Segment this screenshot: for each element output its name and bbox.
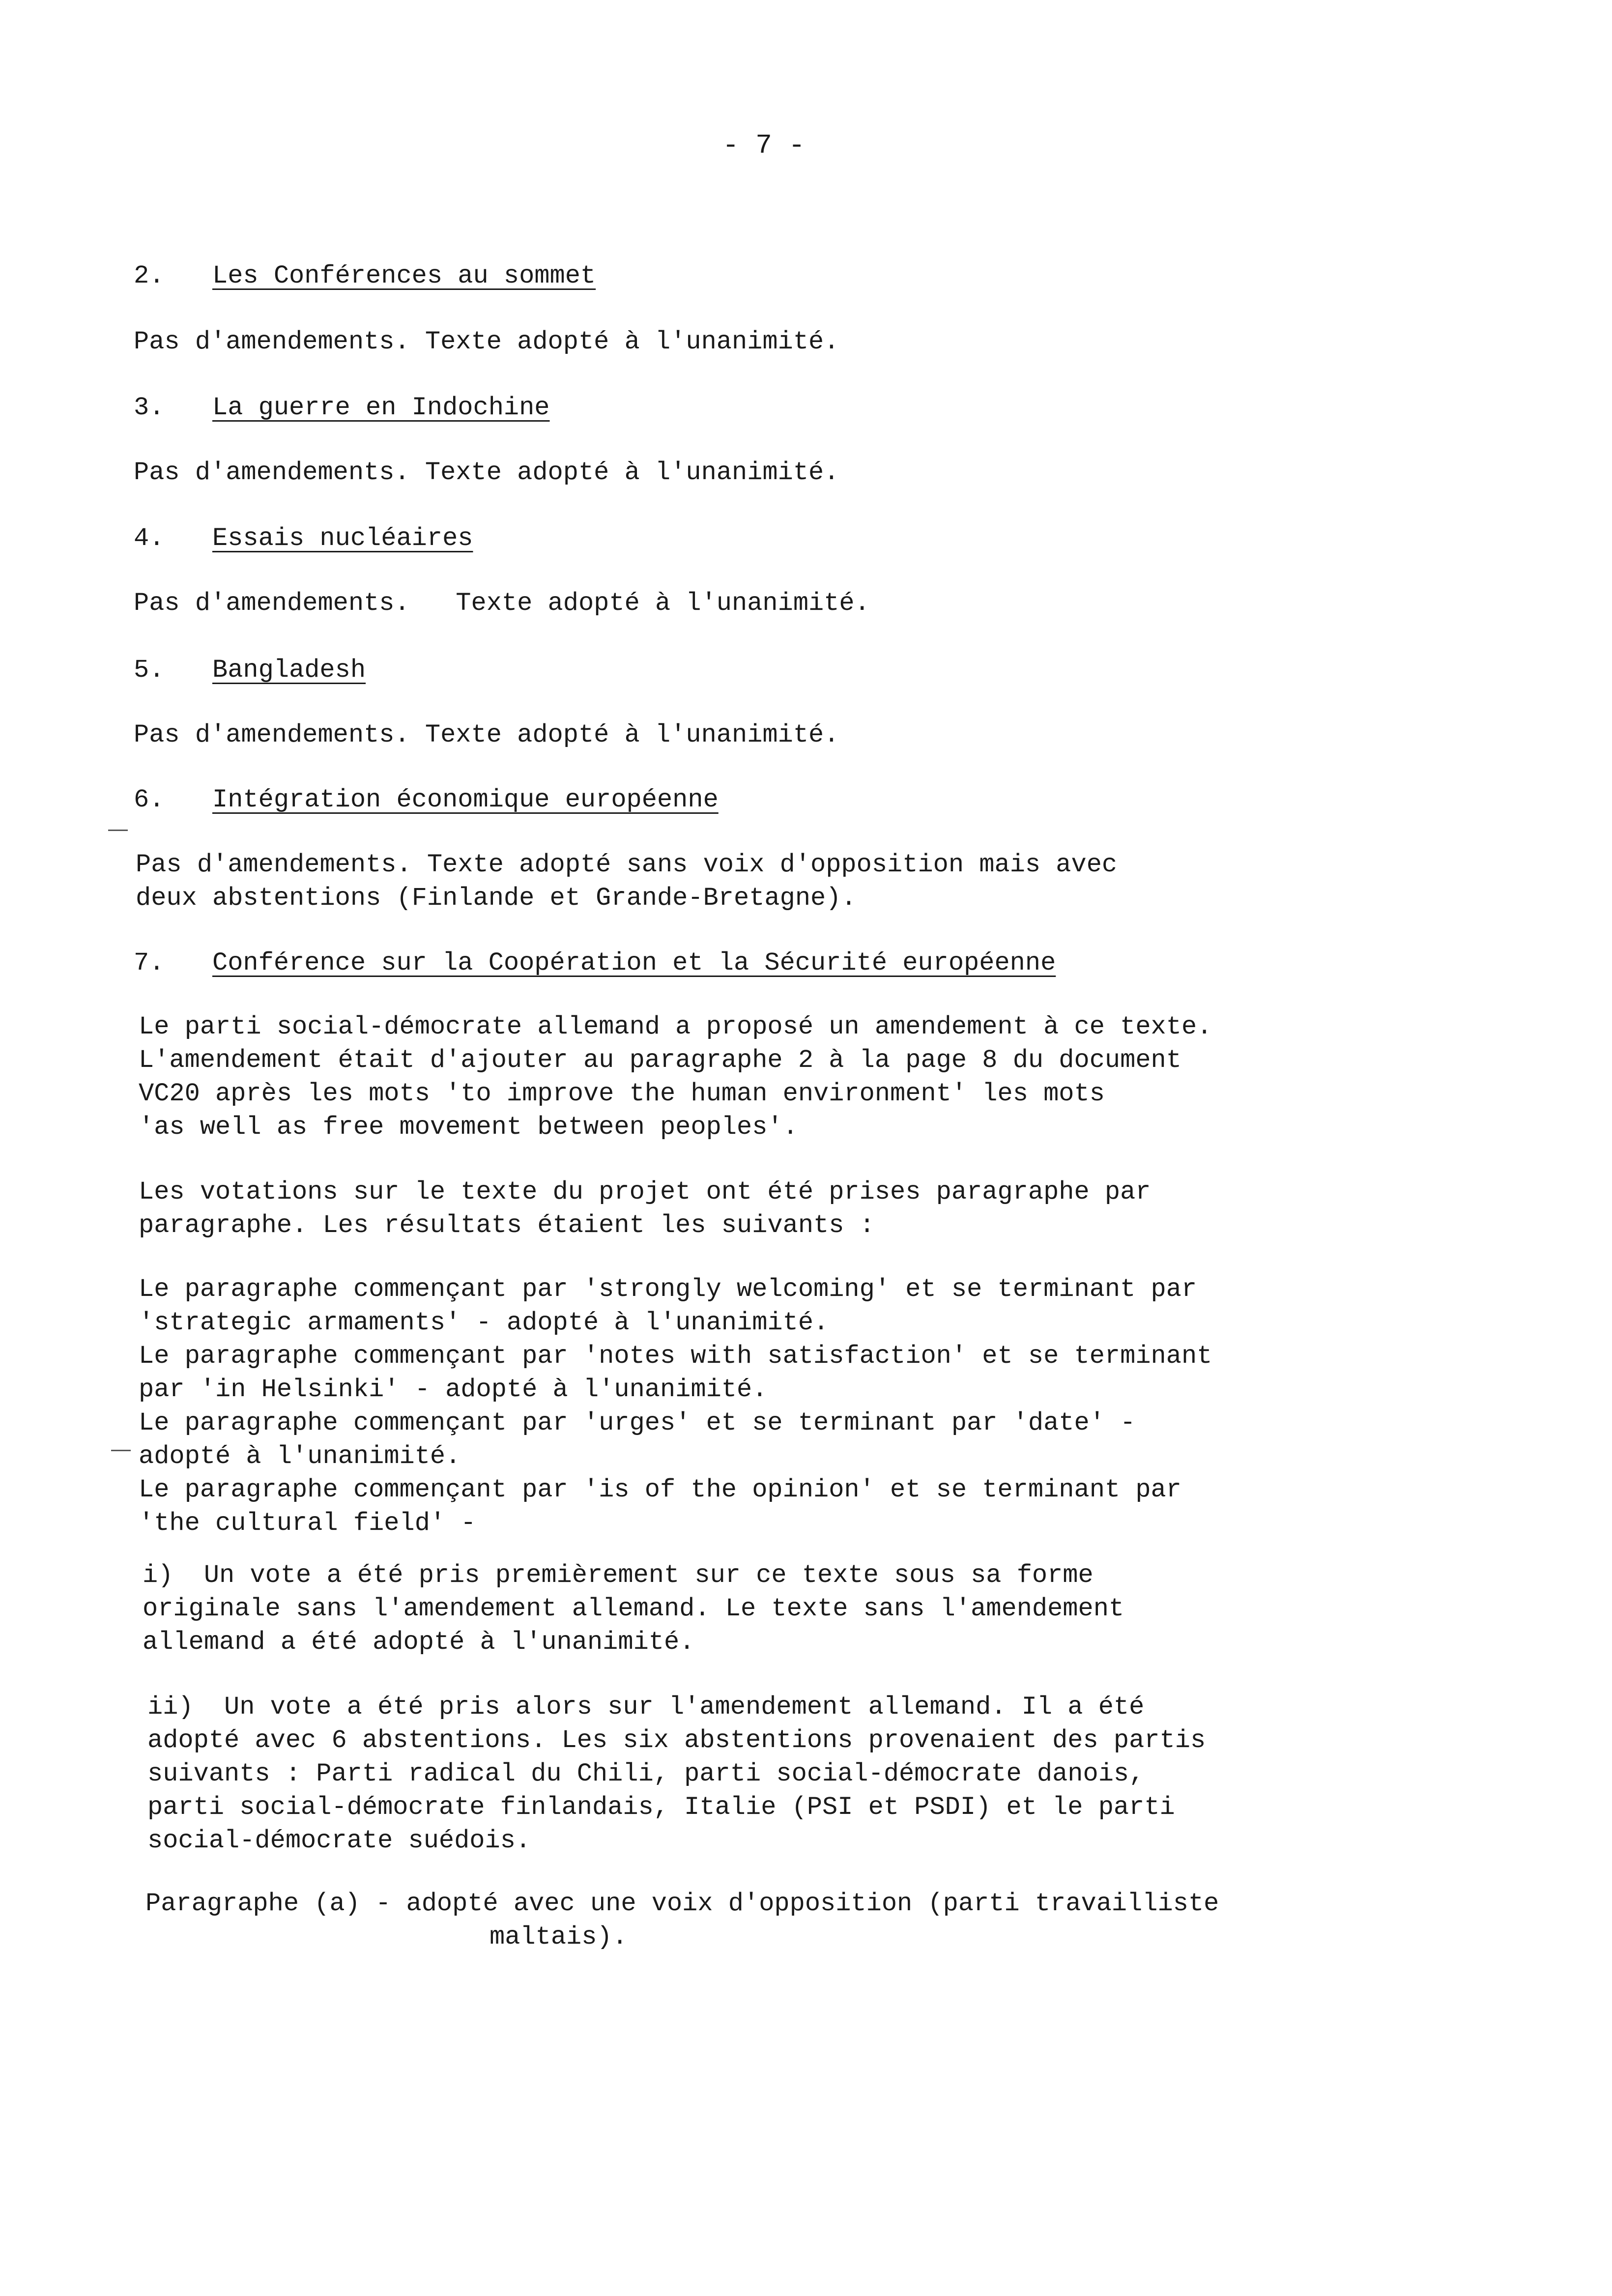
text-line: allemand a été adopté à l'unanimité. [143,1628,695,1657]
margin-mark [111,1450,131,1451]
section-text-3: Pas d'amendements. Texte adopté à l'unanimité. [134,458,839,487]
section-number: 4. [134,524,165,553]
text-line: originale sans l'amendement allemand. Le texte sans l'amendement [143,1594,1124,1623]
text-line: Le paragraphe commençant par 'urges' et se terminant par 'date' - [139,1408,1136,1437]
section-title: Conférence sur la Coopération et la Sécurité européenne [212,948,1056,977]
section-number: 2. [134,261,165,290]
text-line: 'the cultural field' - [139,1509,476,1538]
section-text-6 [136,848,1561,915]
text-line: paragraphe. Les résultats étaient les suivants : [139,1211,875,1240]
text-line: Le paragraphe commençant par 'is of the opinion' et se terminant par [139,1475,1181,1504]
text-line: Les votations sur le texte du projet ont été prises paragraphe par [139,1177,1151,1206]
text-line: adopté avec 6 abstentions. Les six abstentions provenaient des partis [147,1726,1206,1755]
text-line: 'as well as free movement between peoples'. [139,1113,798,1142]
text-line: L'amendement était d'ajouter au paragraphe 2 à la page 8 du document [139,1046,1181,1075]
margin-mark [108,830,128,831]
text-line: VC20 après les mots 'to improve the human environment' les mots [139,1079,1105,1108]
text-line: Pas d'amendements. Texte adopté sans voix d'opposition mais avec [136,850,1118,879]
section-title: La guerre en Indochine [212,393,550,422]
section-text-5: Pas d'amendements. Texte adopté à l'unanimité. [134,720,839,749]
section-heading-6 [134,783,719,817]
section-number: 3. [134,393,165,422]
text-line: 'strategic armaments' - adopté à l'unanimité. [139,1308,829,1337]
page-number: - 7 - [722,130,806,161]
section-heading-2 [134,259,596,293]
text-line: parti social-démocrate finlandais, Italie (PSI et PSDI) et le parti [147,1793,1175,1822]
section-heading-5 [134,654,366,687]
section-text-4: Pas d'amendements. Texte adopté à l'unanimité. [134,589,870,618]
text-line: ii) Un vote a été pris alors sur l'amendement allemand. Il a été [147,1693,1145,1722]
text-line: Le paragraphe commençant par 'notes with satisfaction' et se terminant [139,1342,1212,1371]
text-line: deux abstentions (Finlande et Grande-Bretagne). [136,884,857,913]
text-line: social-démocrate suédois. [147,1826,531,1855]
item-ii [147,1691,1573,1858]
paragraph-results [139,1273,1564,1540]
section-number: 7. [134,948,165,977]
text-line: adopté à l'unanimité. [139,1442,461,1471]
section-title: Intégration économique européenne [212,785,719,814]
amendment-paragraph [139,1010,1564,1144]
text-line: par 'in Helsinki' - adopté à l'unanimité. [139,1375,768,1404]
section-heading-7 [134,947,1056,980]
section-title: Bangladesh [212,656,366,685]
section-title: Les Conférences au sommet [212,261,596,290]
section-text-2: Pas d'amendements. Texte adopté à l'unanimité. [134,327,839,356]
section-title: Essais nucléaires [212,524,473,553]
text-line: i) Un vote a été pris premièrement sur ce texte sous sa forme [143,1561,1094,1590]
text-line: maltais). [489,1923,628,1952]
text-line: Le parti social-démocrate allemand a proposé un amendement à ce texte. [139,1012,1212,1041]
paragraph-a [145,1887,1571,1954]
section-heading-4 [134,522,473,555]
text-line: suivants : Parti radical du Chili, parti social-démocrate danois, [147,1759,1145,1788]
item-i [143,1559,1568,1659]
text-line: Le paragraphe commençant par 'strongly welcoming' et se terminant par [139,1275,1197,1304]
text-line: Paragraphe (a) - adopté avec une voix d'opposition (parti travailliste [145,1889,1219,1918]
section-number: 6. [134,785,165,814]
votes-paragraph [139,1176,1564,1242]
section-number: 5. [134,656,165,685]
section-heading-3 [134,391,550,425]
